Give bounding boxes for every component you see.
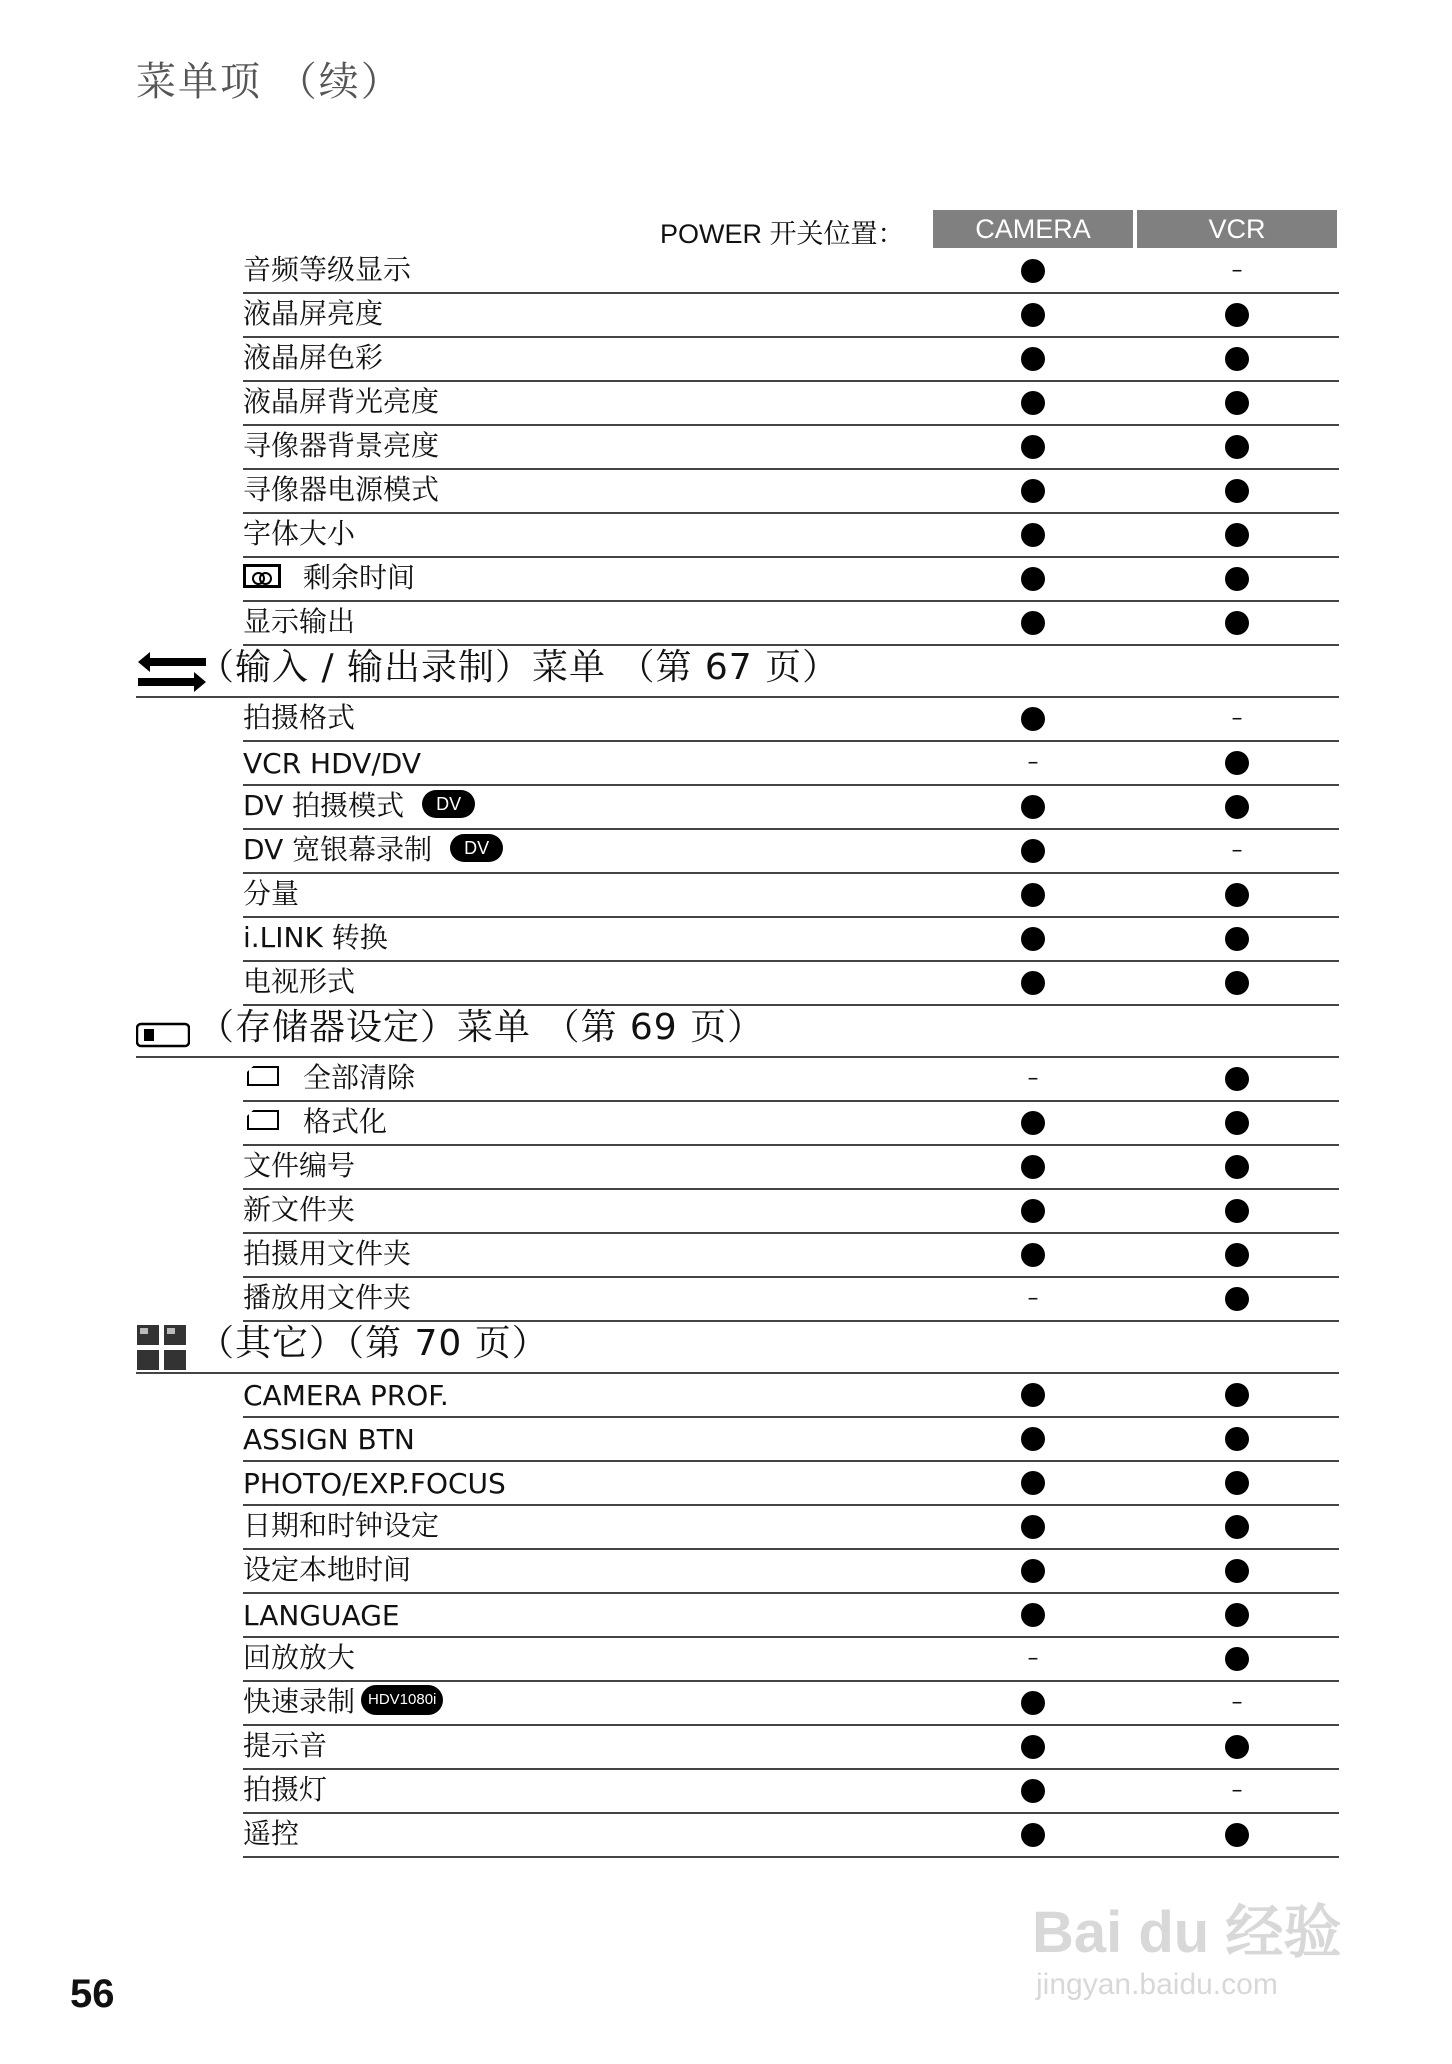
table-row [243, 918, 1339, 962]
camera-availability [1018, 880, 1048, 910]
camera-availability [1018, 748, 1048, 778]
vcr-availability [1222, 300, 1252, 330]
unavailable-dash: – [1231, 706, 1243, 731]
available-dot-icon [1021, 1111, 1045, 1135]
unavailable-dash: – [1231, 258, 1243, 283]
camera-availability [1018, 1152, 1048, 1182]
vcr-availability [1222, 1380, 1252, 1410]
available-dot-icon [1225, 1155, 1249, 1179]
menu-item-label [243, 747, 421, 780]
camera-availability [1018, 1600, 1048, 1630]
camera-availability [1018, 1512, 1048, 1542]
menu-item-text: 文件编号 [243, 1149, 356, 1182]
available-dot-icon [1225, 1823, 1249, 1847]
menu-item-text: 寻像器背景亮度 [243, 429, 440, 462]
available-dot-icon [1225, 303, 1249, 327]
table-row [243, 250, 1339, 294]
table-row [243, 338, 1339, 382]
column-header-camera: CAMERA [933, 210, 1133, 248]
menu-item-label [243, 1599, 400, 1632]
table-row [243, 874, 1339, 918]
vcr-availability [1222, 564, 1252, 594]
camera-availability [1018, 968, 1048, 998]
table-row [243, 1726, 1339, 1770]
available-dot-icon [1021, 1691, 1045, 1715]
menu-item-label [243, 556, 415, 596]
menu-item-label [243, 424, 439, 464]
menu-item-text: 分量 [243, 877, 300, 910]
vcr-availability [1222, 704, 1252, 734]
menu-item-text: 遥控 [243, 1817, 300, 1850]
menu-item-label [243, 1768, 327, 1808]
camera-availability [1018, 1688, 1048, 1718]
available-dot-icon [1225, 751, 1249, 775]
table-row [243, 1234, 1339, 1278]
available-dot-icon [1021, 611, 1045, 635]
menu-item-label [243, 1232, 411, 1272]
camera-availability [1018, 520, 1048, 550]
camera-availability [1018, 432, 1048, 462]
vcr-availability [1222, 924, 1252, 954]
unavailable-dash: – [1027, 1286, 1039, 1311]
menu-item-text: 快速录制 [243, 1685, 356, 1718]
camera-availability [1018, 1108, 1048, 1138]
available-dot-icon [1021, 435, 1045, 459]
table-row [243, 1190, 1339, 1234]
vcr-availability [1222, 1108, 1252, 1138]
format-badge: DV [422, 790, 475, 818]
camera-availability [1018, 1064, 1048, 1094]
vcr-availability [1222, 432, 1252, 462]
available-dot-icon [1021, 1383, 1045, 1407]
available-dot-icon [1225, 1199, 1249, 1223]
menu-item-label [243, 468, 439, 508]
vcr-availability [1222, 256, 1252, 286]
memory-card-icon [136, 1020, 190, 1054]
menu-item-label [243, 1423, 415, 1456]
table-row [243, 698, 1339, 742]
camera-availability [1018, 1284, 1048, 1314]
available-dot-icon [1021, 567, 1045, 591]
table-row [243, 1462, 1339, 1506]
vcr-availability [1222, 1776, 1252, 1806]
menu-item-label [243, 1636, 355, 1676]
section-title: （输入 / 输出录制）菜单 （第 67 页） [198, 647, 840, 688]
menu-item-label [243, 916, 388, 956]
menu-item-text: 显示输出 [243, 605, 356, 638]
available-dot-icon [1225, 1111, 1249, 1135]
table-row [243, 1506, 1339, 1550]
menu-item-text: 提示音 [243, 1729, 328, 1762]
vcr-availability [1222, 1152, 1252, 1182]
menu-item-text: 回放放大 [243, 1641, 356, 1674]
menu-item-text: i.LINK 转换 [243, 921, 388, 954]
vcr-availability [1222, 748, 1252, 778]
camera-availability [1018, 792, 1048, 822]
vcr-availability [1222, 1644, 1252, 1674]
section-title: （其它）（第 70 页） [198, 1323, 549, 1364]
vcr-availability [1222, 1468, 1252, 1498]
camera-availability [1018, 388, 1048, 418]
menu-item-text: PHOTO/EXP.FOCUS [243, 1467, 506, 1500]
unavailable-dash: – [1027, 750, 1039, 775]
menu-item-label [243, 600, 355, 640]
menu-item-text: 剩余时间 [303, 561, 416, 594]
table-row [243, 470, 1339, 514]
vcr-availability [1222, 1556, 1252, 1586]
available-dot-icon [1225, 1647, 1249, 1671]
available-dot-icon [1021, 1735, 1045, 1759]
menu-item-label [243, 292, 383, 332]
table-row [243, 742, 1339, 786]
available-dot-icon [1021, 1559, 1045, 1583]
unavailable-dash: – [1027, 1646, 1039, 1671]
available-dot-icon [1021, 303, 1045, 327]
vcr-availability [1222, 1688, 1252, 1718]
menu-section-header [136, 1322, 1339, 1374]
table-row [243, 1058, 1339, 1102]
table-row [243, 1550, 1339, 1594]
menu-item-label [243, 1467, 506, 1500]
page-title: 菜单项 （续） [136, 59, 403, 105]
available-dot-icon [1021, 391, 1045, 415]
menu-item-text: 音频等级显示 [243, 253, 412, 286]
vcr-availability [1222, 608, 1252, 638]
available-dot-icon [1021, 883, 1045, 907]
available-dot-icon [1225, 1287, 1249, 1311]
available-dot-icon [1021, 971, 1045, 995]
available-dot-icon [1225, 347, 1249, 371]
menu-item-text: DV 宽银幕录制 [243, 833, 433, 866]
table-row [243, 558, 1339, 602]
menu-item-text: 播放用文件夹 [243, 1281, 412, 1314]
vcr-availability [1222, 1424, 1252, 1454]
available-dot-icon [1225, 927, 1249, 951]
menu-item-label [243, 380, 439, 420]
available-dot-icon [1225, 1735, 1249, 1759]
camera-availability [1018, 1644, 1048, 1674]
vcr-availability [1222, 344, 1252, 374]
menu-item-label [243, 1056, 415, 1096]
watermark-logo: Bai du 经验 [1032, 1900, 1342, 1965]
menu-item-label [243, 960, 355, 1000]
menu-item-label [243, 1724, 327, 1764]
available-dot-icon [1021, 707, 1045, 731]
table-row [243, 830, 1339, 874]
menu-item-label [243, 1812, 299, 1852]
table-row [243, 1638, 1339, 1682]
vcr-availability [1222, 476, 1252, 506]
menu-item-text: 液晶屏色彩 [243, 341, 384, 374]
unavailable-dash: – [1027, 1066, 1039, 1091]
available-dot-icon [1225, 1603, 1249, 1627]
menu-section-header [136, 646, 1339, 698]
vcr-availability [1222, 1284, 1252, 1314]
table-row [243, 1594, 1339, 1638]
menu-item-text: 液晶屏亮度 [243, 297, 384, 330]
camera-availability [1018, 256, 1048, 286]
unavailable-dash: – [1231, 1690, 1243, 1715]
vcr-availability [1222, 1064, 1252, 1094]
table-row [243, 1374, 1339, 1418]
available-dot-icon [1021, 839, 1045, 863]
menu-item-label [243, 248, 411, 288]
table-row [243, 1146, 1339, 1190]
menu-item-text: 设定本地时间 [243, 1553, 412, 1586]
camera-availability [1018, 836, 1048, 866]
menu-item-text: 格式化 [303, 1105, 388, 1138]
camera-availability [1018, 1380, 1048, 1410]
table-row [243, 1814, 1339, 1858]
camera-availability [1018, 1196, 1048, 1226]
available-dot-icon [1225, 795, 1249, 819]
menu-item-label [243, 1379, 449, 1412]
camera-availability [1018, 564, 1048, 594]
available-dot-icon [1225, 391, 1249, 415]
menu-item-text: 电视形式 [243, 965, 356, 998]
format-badge: HDV1080i [361, 1685, 443, 1715]
table-row [243, 426, 1339, 470]
menu-section-header [136, 1006, 1339, 1058]
table-row [243, 1102, 1339, 1146]
table-row [243, 514, 1339, 558]
camera-availability [1018, 1468, 1048, 1498]
table-row [243, 1682, 1339, 1726]
menu-item-label [243, 1548, 411, 1588]
camera-availability [1018, 1776, 1048, 1806]
vcr-availability [1222, 388, 1252, 418]
vcr-availability [1222, 1732, 1252, 1762]
table-row [243, 294, 1339, 338]
available-dot-icon [1021, 347, 1045, 371]
menu-item-text: 液晶屏背光亮度 [243, 385, 440, 418]
unavailable-dash: – [1231, 1778, 1243, 1803]
available-dot-icon [1225, 1383, 1249, 1407]
tape-icon [243, 564, 281, 588]
available-dot-icon [1225, 567, 1249, 591]
menu-item-label [243, 1100, 387, 1140]
menu-item-label [243, 828, 503, 868]
available-dot-icon [1021, 927, 1045, 951]
menu-item-label [243, 512, 355, 552]
format-badge: DV [450, 834, 503, 862]
vcr-availability [1222, 520, 1252, 550]
available-dot-icon [1021, 523, 1045, 547]
available-dot-icon [1225, 1559, 1249, 1583]
menu-item-label [243, 1276, 411, 1316]
menu-item-text: 全部清除 [303, 1061, 416, 1094]
camera-availability [1018, 924, 1048, 954]
available-dot-icon [1225, 883, 1249, 907]
available-dot-icon [1021, 1823, 1045, 1847]
menu-item-text: 拍摄格式 [243, 701, 356, 734]
camera-availability [1018, 1424, 1048, 1454]
card-icon [247, 1110, 279, 1130]
camera-availability [1018, 476, 1048, 506]
vcr-availability [1222, 1240, 1252, 1270]
vcr-availability [1222, 792, 1252, 822]
table-row [243, 382, 1339, 426]
available-dot-icon [1021, 1779, 1045, 1803]
available-dot-icon [1021, 259, 1045, 283]
available-dot-icon [1021, 1199, 1045, 1223]
camera-availability [1018, 608, 1048, 638]
menu-item-label [243, 784, 475, 824]
available-dot-icon [1021, 1155, 1045, 1179]
camera-availability [1018, 300, 1048, 330]
camera-availability [1018, 704, 1048, 734]
menu-item-label [243, 1188, 355, 1228]
table-row [243, 1770, 1339, 1814]
menu-item-text: 寻像器电源模式 [243, 473, 440, 506]
available-dot-icon [1225, 523, 1249, 547]
other-settings-grid-icon [136, 1324, 188, 1376]
vcr-availability [1222, 1600, 1252, 1630]
camera-availability [1018, 1820, 1048, 1850]
available-dot-icon [1021, 1515, 1045, 1539]
camera-availability [1018, 1556, 1048, 1586]
available-dot-icon [1021, 1603, 1045, 1627]
available-dot-icon [1225, 435, 1249, 459]
available-dot-icon [1021, 795, 1045, 819]
available-dot-icon [1225, 1067, 1249, 1091]
menu-item-text: CAMERA PROF. [243, 1379, 449, 1412]
menu-item-label [243, 1680, 443, 1720]
camera-availability [1018, 344, 1048, 374]
available-dot-icon [1225, 1471, 1249, 1495]
vcr-availability [1222, 1820, 1252, 1850]
section-title: （存储器设定）菜单 （第 69 页） [198, 1007, 765, 1048]
menu-item-text: 日期和时钟设定 [243, 1509, 440, 1542]
available-dot-icon [1225, 971, 1249, 995]
menu-item-label [243, 1504, 439, 1544]
menu-item-label [243, 1144, 355, 1184]
menu-item-text: 字体大小 [243, 517, 356, 550]
card-icon [247, 1066, 279, 1086]
camera-availability [1018, 1732, 1048, 1762]
menu-item-label [243, 872, 299, 912]
watermark-url: jingyan.baidu.com [1036, 1968, 1278, 2001]
table-row [243, 1418, 1339, 1462]
table-row [243, 786, 1339, 830]
available-dot-icon [1225, 611, 1249, 635]
available-dot-icon [1021, 1471, 1045, 1495]
column-header-vcr: VCR [1137, 210, 1337, 248]
menu-item-text: DV 拍摄模式 [243, 789, 405, 822]
vcr-availability [1222, 1196, 1252, 1226]
available-dot-icon [1021, 1243, 1045, 1267]
vcr-availability [1222, 1512, 1252, 1542]
available-dot-icon [1225, 1515, 1249, 1539]
menu-item-text: 新文件夹 [243, 1193, 356, 1226]
available-dot-icon [1225, 479, 1249, 503]
power-switch-label: POWER 开关位置： [660, 219, 905, 249]
menu-item-text: VCR HDV/DV [243, 747, 421, 780]
menu-item-text: LANGUAGE [243, 1599, 400, 1632]
available-dot-icon [1225, 1427, 1249, 1451]
available-dot-icon [1021, 1427, 1045, 1451]
menu-item-text: ASSIGN BTN [243, 1423, 415, 1456]
vcr-availability [1222, 968, 1252, 998]
menu-item-text: 拍摄灯 [243, 1773, 328, 1806]
page-number: 56 [70, 1972, 115, 2016]
available-dot-icon [1021, 479, 1045, 503]
camera-availability [1018, 1240, 1048, 1270]
vcr-availability [1222, 836, 1252, 866]
unavailable-dash: – [1231, 838, 1243, 863]
vcr-availability [1222, 880, 1252, 910]
menu-item-label [243, 696, 355, 736]
available-dot-icon [1225, 1243, 1249, 1267]
menu-item-text: 拍摄用文件夹 [243, 1237, 412, 1270]
menu-item-label [243, 336, 383, 376]
